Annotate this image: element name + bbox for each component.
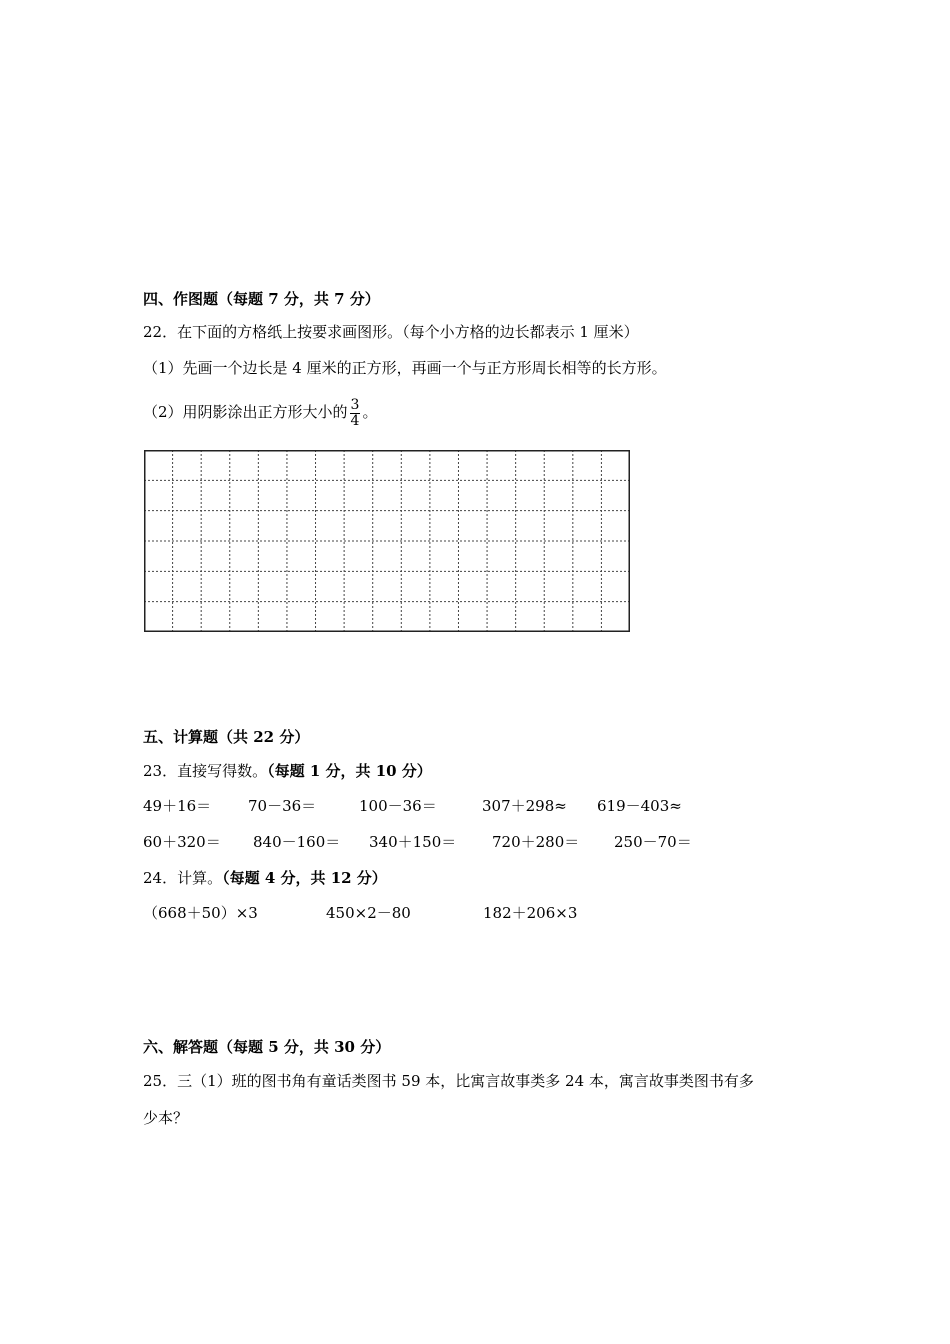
expression-23-7: 840－160＝ xyxy=(253,833,341,851)
expression-23-9: 720＋280＝ xyxy=(492,833,580,851)
expression-24-2: 450×2－80 xyxy=(326,904,411,922)
fraction-three-quarters xyxy=(350,398,361,429)
fraction-denominator: 4 xyxy=(350,412,360,429)
expression-23-5: 619－403≈ xyxy=(597,797,682,815)
section-6-heading: 六、解答题（每题 5 分，共 30 分） xyxy=(143,1038,391,1056)
question-24-stem xyxy=(143,868,387,888)
section-5-heading: 五、计算题（共 22 分） xyxy=(143,728,310,746)
expression-23-1: 49＋16＝ xyxy=(143,797,212,815)
fraction-numerator: 3 xyxy=(350,396,360,413)
question-22-part-2-suffix: 。 xyxy=(362,403,378,421)
expression-23-8: 340＋150＝ xyxy=(369,833,457,851)
expression-23-10: 250－70＝ xyxy=(614,833,692,851)
question-25-line-2: 少本？ xyxy=(143,1109,189,1127)
expression-23-3: 100－36＝ xyxy=(359,797,437,815)
expression-23-6: 60＋320＝ xyxy=(143,833,221,851)
question-23-text: 23．直接写得数。 xyxy=(143,762,268,780)
expression-23-4: 307＋298≈ xyxy=(482,797,567,815)
question-23-stem xyxy=(143,761,432,781)
expression-23-2: 70－36＝ xyxy=(248,797,317,815)
expression-24-3: 182＋206×3 xyxy=(483,904,578,922)
question-25-line-1: 25．三（1）班的图书角有童话类图书 59 本，比寓言故事类多 24 本，寓言故事类图书有多 xyxy=(143,1072,754,1090)
question-23-note: （每题 1 分，共 10 分） xyxy=(267,762,432,780)
question-24-note: （每题 4 分，共 12 分） xyxy=(222,869,387,887)
question-22-part-1: （1）先画一个边长是 4 厘米的正方形，再画一个与正方形周长相等的长方形。 xyxy=(143,359,667,377)
question-22-part-2 xyxy=(143,392,377,432)
section-4-heading: 四、作图题（每题 7 分，共 7 分） xyxy=(143,290,380,308)
square-grid-paper xyxy=(144,450,630,632)
question-22-part-2-prefix: （2）用阴影涂出正方形大小的 xyxy=(143,403,348,421)
expression-24-1: （668＋50）×3 xyxy=(143,904,258,922)
question-22-stem: 22．在下面的方格纸上按要求画图形。（每个小方格的边长都表示 1 厘米） xyxy=(143,323,639,341)
question-24-text: 24．计算。 xyxy=(143,869,223,887)
